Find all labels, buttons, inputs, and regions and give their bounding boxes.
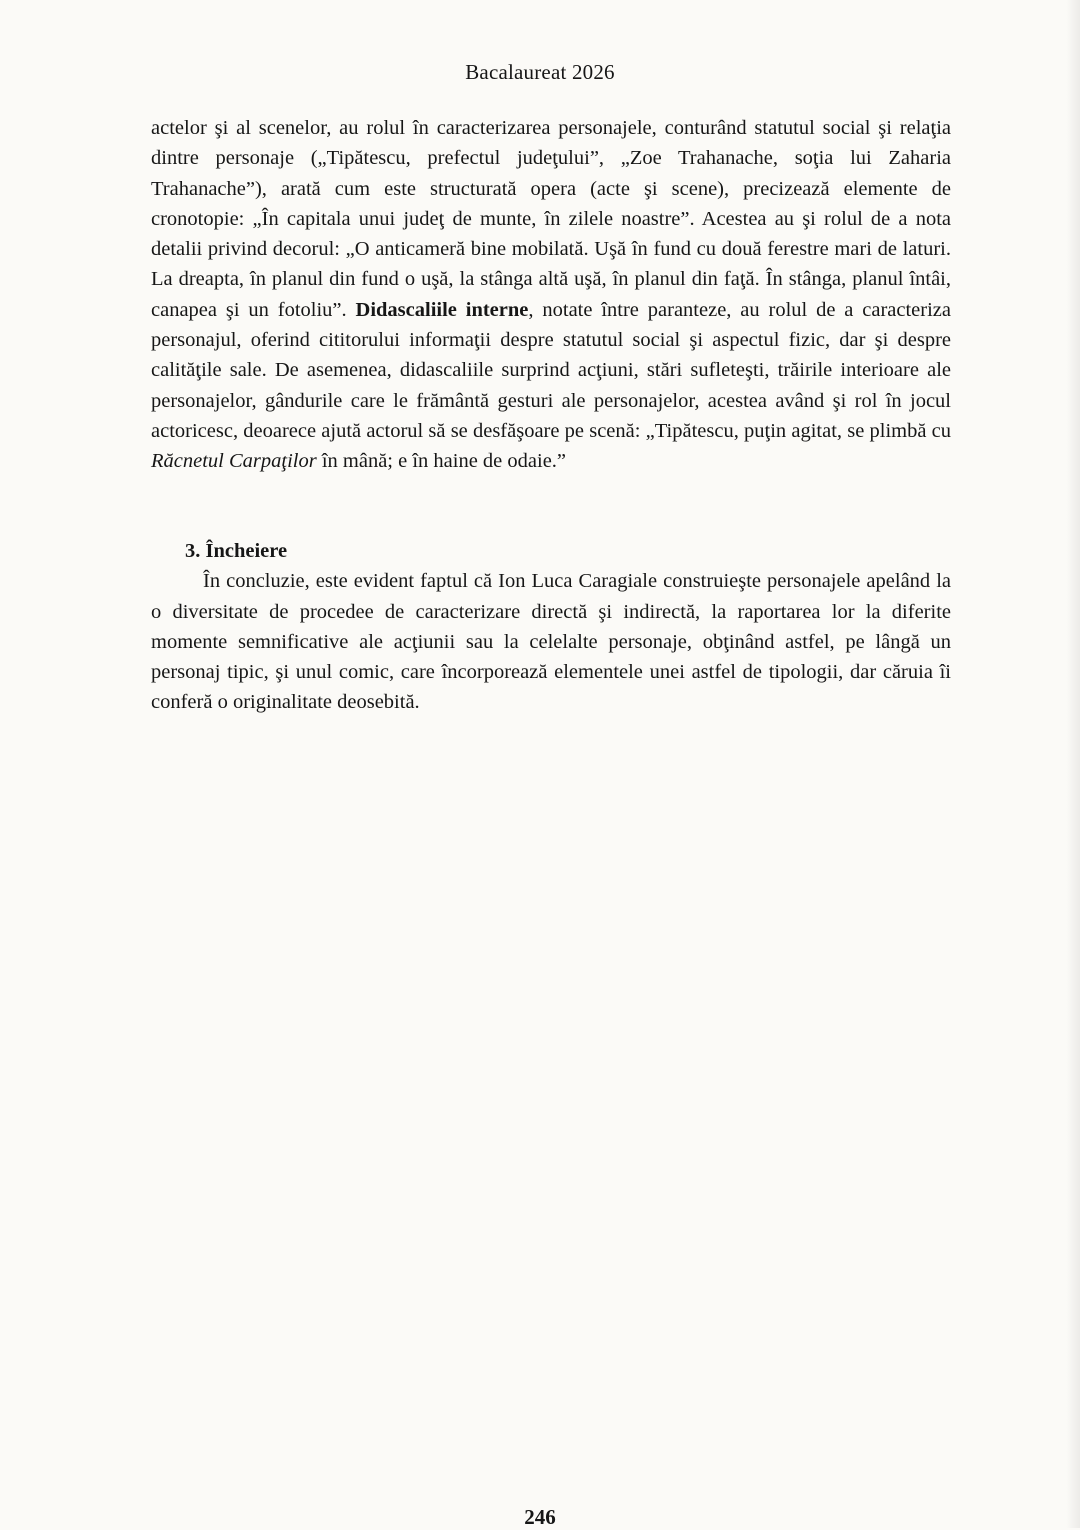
page-edge-shadow xyxy=(1066,0,1080,1528)
conclusion-section xyxy=(151,536,951,718)
body-paragraph xyxy=(151,113,951,477)
running-header: Bacalaureat 2026 xyxy=(465,60,615,84)
paragraph-text: în mână; e în haine de odaie.” xyxy=(316,450,567,473)
conclusion-paragraph: În concluzie, este evident faptul că Ion Luca Caragiale construieşte personajele apelând la o diversitate de procedee de caracterizare directă şi indirectă, la raportarea lor la diferite momente semnificative ale acţiunii sau la celelalte personaje, obţinând astfel, pe lângă un personaj tipic, şi unul comic, care încorporează elementele unei astfel de tipologii, dar căruia îi conferă o originalitate deosebită. xyxy=(151,570,951,714)
page-number: 246 xyxy=(524,1505,556,1529)
italic-title: Răcnetul Carpaţilor xyxy=(151,450,317,473)
section-heading: 3. Încheiere xyxy=(185,540,288,562)
paragraph-text: actelor şi al scenelor, au rolul în caracterizarea personajele, conturând statutul social şi relaţia dintre personaje („Tipătescu, prefectul judeţului”, „Zoe Trahanache, soţia lui Zaharia Trahanache”), arată cum este structurată opera (acte şi scene), precizează elemente de cronotopie: „În capitala unui judeţ de munte, în zilele noastre”. Acestea au şi rolul de a nota detalii privind decorul: „O anticameră bine mobilată. Uşă în fund cu două ferestre mari de laturi. La dreapta, în planul din fund o uşă, la stânga altă uşă, în planul din faţă. În stânga, planul întâi, canapea şi un fotoliu”. xyxy=(151,117,951,321)
bold-term: Didascaliile interne xyxy=(355,298,529,321)
paragraph-didascalii xyxy=(151,113,951,477)
paragraph-text: , notate între paranteze, au rolul de a caracteriza personajul, oferind cititorului informaţii despre statutul social şi aspectul fizic, dar şi despre calităţile sale. De asemenea, didascaliile surprind acţiuni, stări sufleteşti, trăirile interioare ale personajelor, gândurile care le frământă gesturi ale personajelor, acestea având şi rol în jocul actoricesc, deoarece ajută actorul să se desfăşoare pe scenă: „Tipătescu, puţin agitat, se plimbă cu xyxy=(151,298,951,442)
